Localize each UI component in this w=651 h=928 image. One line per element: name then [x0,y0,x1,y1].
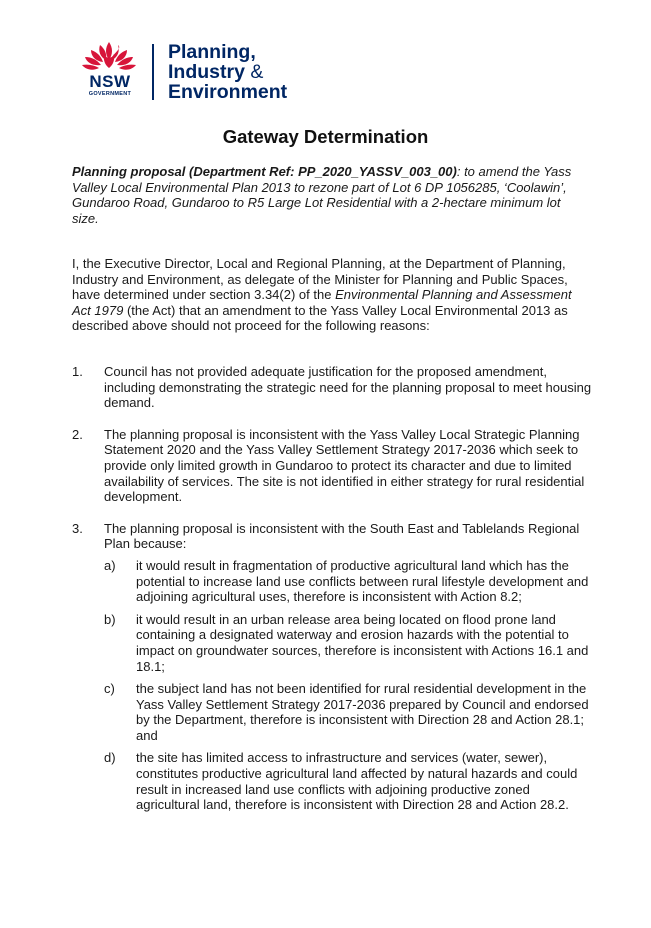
list-item [72,364,592,411]
list-item [72,427,592,505]
reason-number: 2. [72,426,83,442]
sub-list-item [104,558,592,605]
sub-reason-text: the site has limited access to infrastructure and services (water, sewer), constitutes productive agricultural land affected by natural hazards and could result in increased land use conflicts with adjoining productive zoned agricultural land, therefore is inconsistent with Direction 28 and Action 28.2. [136,750,578,813]
sub-list-item [104,750,592,812]
sub-reasons-list [104,558,592,813]
sub-list-item [104,612,592,674]
list-item [72,521,592,813]
sub-reason-text: the subject land has not been identified for rural residential development in the Yass Valley Settlement Strategy 2017-2036 prepared by Council and endorsed by the Department, therefore is inconsistent with Direction 28 and Action 28.1; and [136,681,589,743]
reason-text: The planning proposal is inconsistent with the Yass Valley Local Strategic Planning Statement 2020 and the Yass Valley Settlement Strategy 2017-2036 which seek to provide only limited growth in Gundaroo to protect its character and due to limited availability of services. The site is not identified in either strategy for rural residential development. [104,426,585,505]
sub-reason-letter: d) [104,750,116,766]
sub-reason-letter: b) [104,611,116,627]
reason-number: 1. [72,364,83,379]
reason-text: The planning proposal is inconsistent with the South East and Tablelands Regional Plan because: [104,520,580,552]
intro-text: : to amend the Yass Valley Local Environmental Plan 2013 to rezone part of Lot 6 DP 1056285, ‘Coolawin’, Gundaroo Road, Gundaroo to R5 Large Lot Residential with a 2-hectare minimum lot size. [72,164,572,226]
nsw-government-logo [78,40,308,102]
intro-label: Planning proposal (Department Ref: PP_2020_YASSV_003_00) [72,164,457,179]
reason-text: Council has not provided adequate justification for the proposed amendment, including demonstrating the strategic need for the planning proposal to meet housing demand. [104,364,592,411]
reason-number: 3. [72,520,83,536]
logo-divider [152,44,154,100]
sub-reason-letter: c) [104,681,115,697]
sub-reason-text: it would result in an urban release area being located on flood prone land containing a designated waterway and erosion hazards with the potential to impact on groundwater sources, therefore is inconsistent with Actions 16.1 and 18.1; [136,611,589,674]
logo-government-text: GOVERNMENT [88,91,132,97]
department-line-2: Industry & [168,61,264,83]
sub-list-item [104,681,592,743]
sub-reason-text: it would result in fragmentation of productive agricultural land which has the potential to increase land use conflicts between rural lifestyle development and adjoining agricultural uses, therefore is inconsistent with Action 8.2; [136,557,589,605]
document-title: Gateway Determination [222,126,429,147]
logo-nsw-text: NSW [89,72,131,91]
planning-proposal-intro [72,164,582,226]
sub-reason-letter: a) [104,557,116,573]
delegate-statement: I, the Executive Director, Local and Regional Planning, at the Department of Planning, Industry and Environment, as delegate of the Minister for Planning and Public Spaces, have determined under section 3.34(2) of the Environmental Planning and Assessment Act 1979 (the Act) that an amendment to the Yass Valley Local Environmental 2013 as described above should not proceed for the following reasons: [72,256,572,334]
reasons-list [72,364,592,829]
department-name [168,42,287,102]
department-line-1: Planning, [168,41,256,63]
department-line-3: Environment [168,81,288,103]
act-name: Environmental Planning and Assessment Act 1979 [72,287,572,318]
